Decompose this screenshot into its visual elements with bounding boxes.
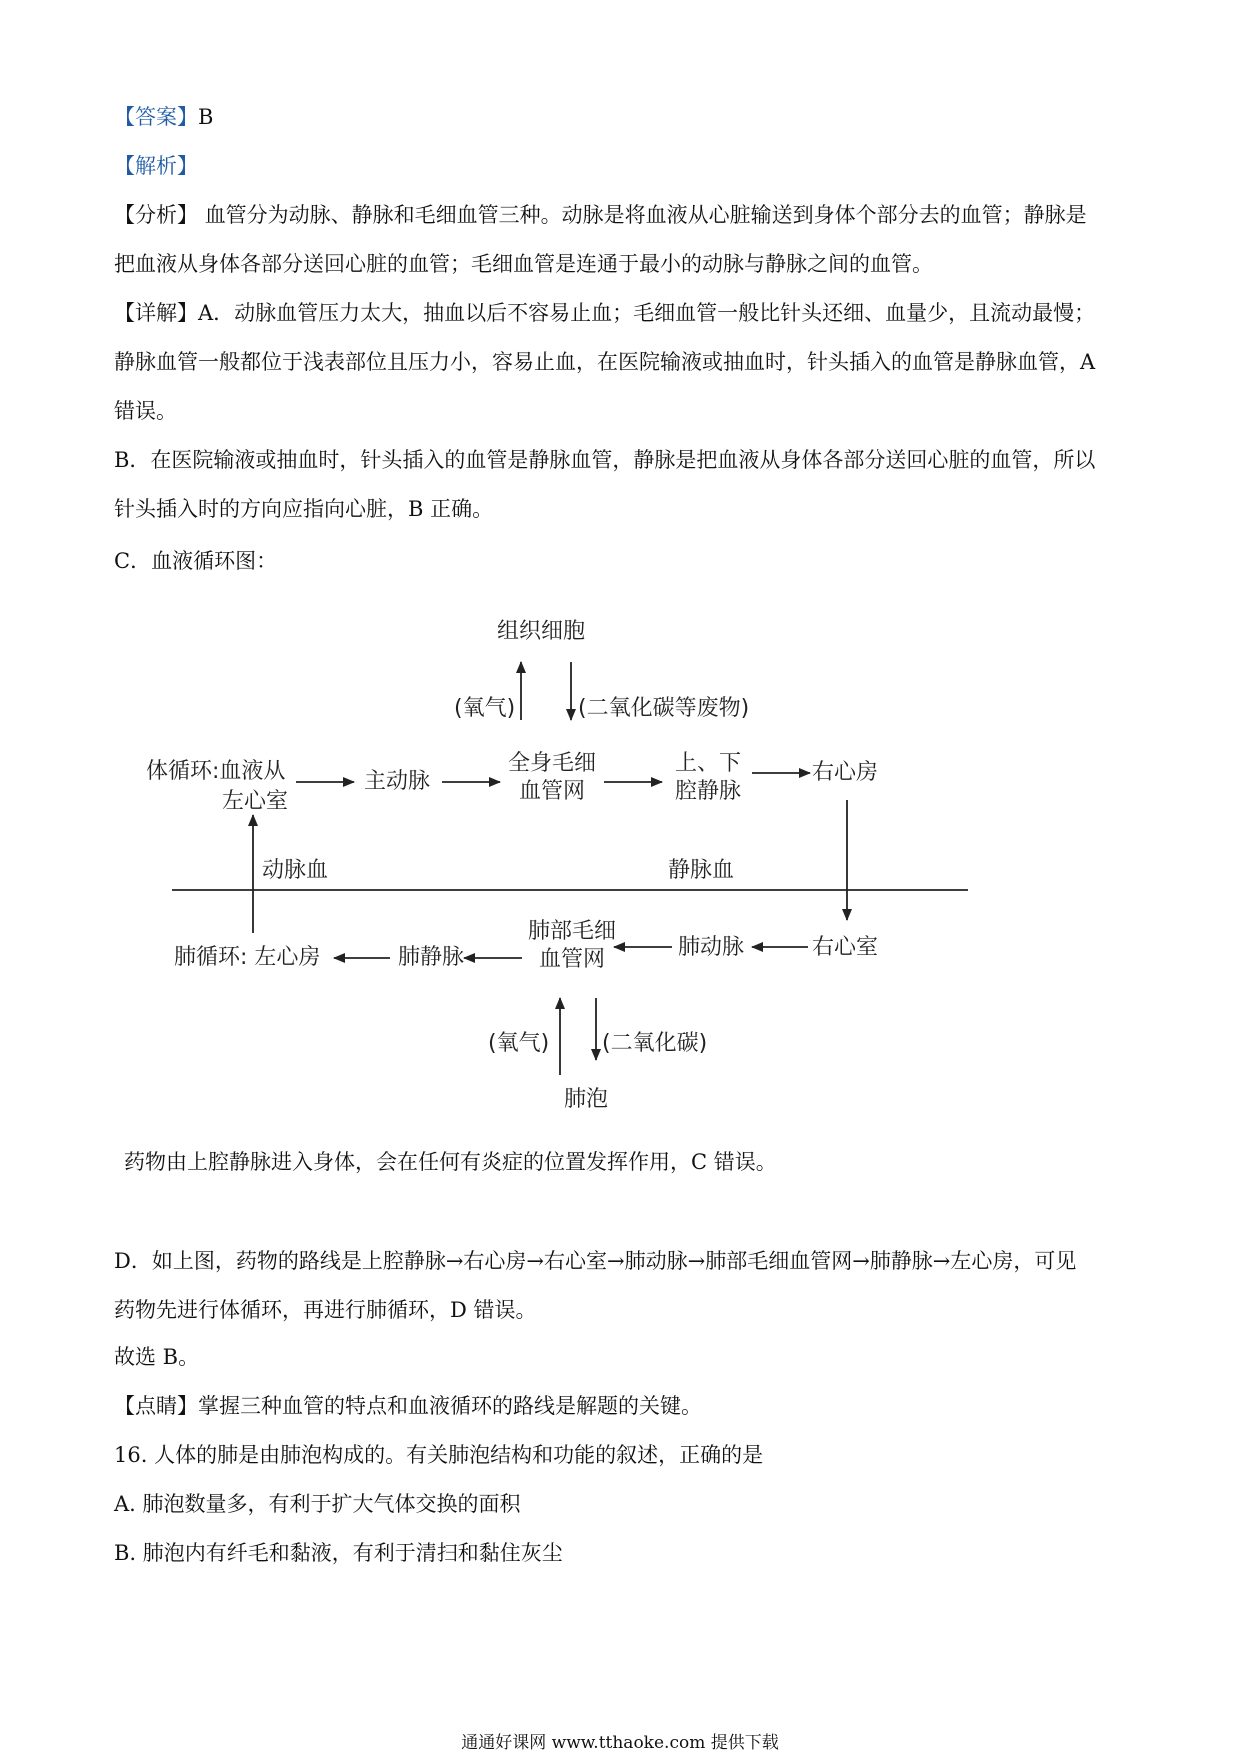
xiangjie-choice: 故选 B。 bbox=[114, 1345, 200, 1369]
xiangjie-line-d1: D．如上图，药物的路线是上腔静脉→右心房→右心室→肺动脉→肺部毛细血管网→肺静脉→左心房，可见 bbox=[114, 1249, 1077, 1273]
label-systemic-circulation: 体循环:血液从 bbox=[146, 759, 286, 784]
node-body-capillaries bbox=[502, 750, 602, 806]
node-body-capillaries-line2: 血管网 bbox=[518, 779, 585, 804]
node-tissue-cells: 组织细胞 bbox=[497, 619, 586, 644]
node-aorta: 主动脉 bbox=[364, 769, 431, 794]
xiangjie-line-a3: 错误。 bbox=[114, 399, 177, 423]
xiangjie-line-b2: 针头插入时的方向应指向心脏，B 正确。 bbox=[114, 497, 494, 521]
label-pulmonary-circulation: 肺循环: 左心房 bbox=[174, 945, 321, 970]
answer-value: B bbox=[198, 105, 214, 129]
fenxi-line-1 bbox=[114, 200, 1087, 230]
node-pulmonary-vein: 肺静脉 bbox=[398, 945, 465, 970]
node-right-atrium: 右心房 bbox=[812, 760, 879, 785]
analysis-tag: 【解析】 bbox=[114, 154, 198, 178]
label-oxygen-top: (氧气) bbox=[454, 696, 516, 721]
xiangjie-after-diagram: 药物由上腔静脉进入身体，会在任何有炎症的位置发挥作用，C 错误。 bbox=[124, 1150, 777, 1174]
xiangjie-line-a1 bbox=[114, 298, 1095, 328]
xiangjie-line-d2: 药物先进行体循环，再进行肺循环，D 错误。 bbox=[114, 1298, 537, 1322]
label-oxygen-bottom: (氧气) bbox=[488, 1031, 550, 1056]
dianjing-text: 掌握三种血管的特点和血液循环的路线是解题的关键。 bbox=[198, 1394, 702, 1418]
node-vena-cava-line1: 上、下 bbox=[674, 751, 741, 776]
node-lung-capillaries-line2: 血管网 bbox=[538, 947, 605, 972]
page-footer: 通通好课网 www.tthaoke.com 提供下载 bbox=[461, 1733, 779, 1753]
node-pulmonary-artery: 肺动脉 bbox=[678, 935, 745, 960]
label-venous-blood: 静脉血 bbox=[668, 858, 735, 883]
node-right-ventricle: 右心室 bbox=[812, 935, 879, 960]
node-body-capillaries-line1: 全身毛细 bbox=[507, 751, 596, 776]
xiangjie-line-a2: 静脉血管一般都位于浅表部位且压力小，容易止血，在医院输液或抽血时，针头插入的血管是静脉血管，A bbox=[114, 350, 1096, 374]
node-lung-capillaries bbox=[524, 918, 620, 974]
dianjing-line bbox=[114, 1391, 702, 1421]
dianjing-tag: 【点睛】 bbox=[114, 1394, 198, 1418]
node-left-ventricle: 左心室 bbox=[222, 789, 289, 814]
xiangjie-line-b1: B．在医院输液或抽血时，针头插入的血管是静脉血管，静脉是把血液从身体各部分送回心脏的血管，所以 bbox=[114, 448, 1096, 472]
label-arterial-blood: 动脉血 bbox=[262, 858, 329, 883]
question-16-option-a: A. 肺泡数量多，有利于扩大气体交换的面积 bbox=[114, 1492, 521, 1516]
node-vena-cava bbox=[666, 750, 750, 806]
xiangjie-line-c: C．血液循环图： bbox=[114, 549, 278, 573]
node-lung-capillaries-line1: 肺部毛细 bbox=[527, 919, 616, 944]
question-16-stem: 16. 人体的肺是由肺泡构成的。有关肺泡结构和功能的叙述，正确的是 bbox=[114, 1443, 764, 1467]
node-alveoli: 肺泡 bbox=[564, 1087, 609, 1112]
xiangjie-tag: 【详解】 bbox=[114, 301, 198, 325]
xiangjie-a1-text: A．动脉血管压力太大，抽血以后不容易止血；毛细血管一般比针头还细、血量少，且流动最慢； bbox=[198, 301, 1096, 325]
answer-tag: 【答案】 bbox=[114, 105, 198, 129]
fenxi-tag: 【分析】 bbox=[114, 203, 198, 227]
node-vena-cava-line2: 腔静脉 bbox=[674, 779, 741, 804]
fenxi-line-2: 把血液从身体各部分送回心脏的血管；毛细血管是连通于最小的动脉与静脉之间的血管。 bbox=[114, 252, 933, 276]
question-16-option-b: B. 肺泡内有纤毛和黏液，有利于清扫和黏住灰尘 bbox=[114, 1541, 563, 1565]
answer-line bbox=[114, 102, 213, 132]
label-co2-waste: (二氧化碳等废物) bbox=[578, 696, 750, 721]
fenxi-text-1: 血管分为动脉、静脉和毛细血管三种。动脉是将血液从心脏输送到身体个部分去的血管；静脉是 bbox=[204, 203, 1087, 227]
label-co2: (二氧化碳) bbox=[602, 1031, 708, 1056]
